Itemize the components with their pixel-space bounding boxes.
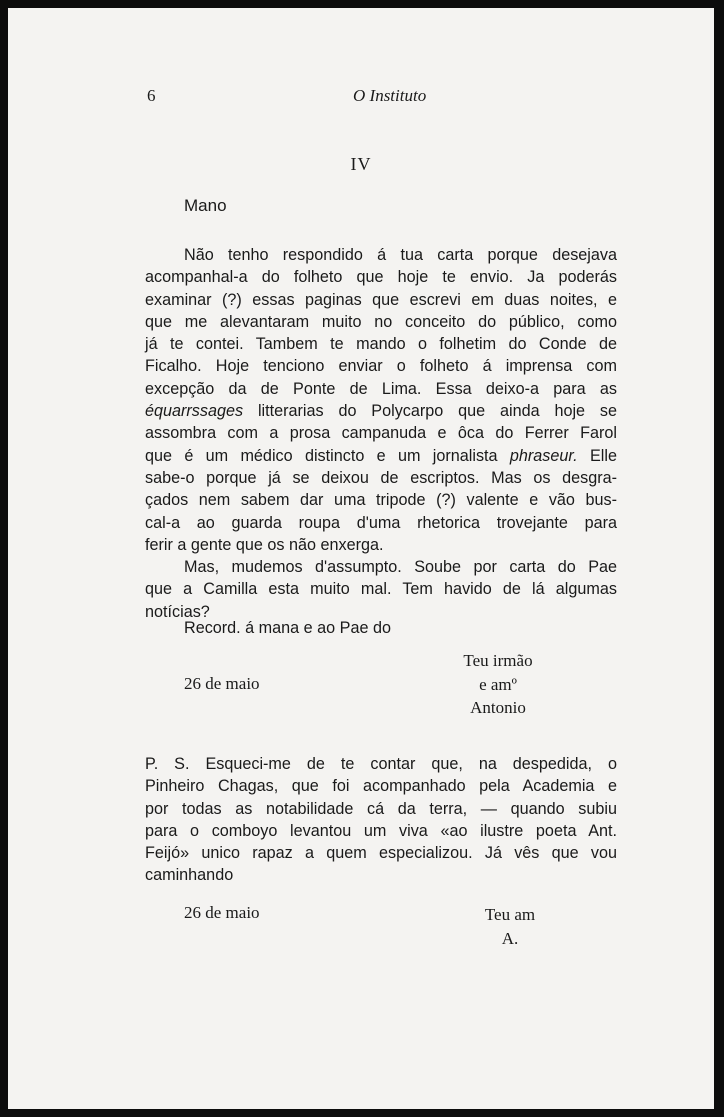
letter-signoff [428, 649, 568, 720]
running-title: O Instituto [353, 86, 427, 105]
body-line: que a Camilla esta muito mal. Tem havido de lá algumas [145, 580, 617, 599]
body-line: acompanhal-a do folheto que hoje te envio. Ja poderás [145, 268, 617, 287]
body-line: examinar (?) essas paginas que escrevi em duas noites, e [145, 290, 617, 309]
page-number: 6 [147, 86, 156, 105]
letter-date: 26 de maio [184, 674, 260, 693]
section-number: IV [350, 154, 372, 174]
postscript-line: Pinheiro Chagas, que foi acompanhado pela Academia e [145, 777, 617, 796]
book-page [8, 8, 714, 1109]
body-line: Não tenho respondido á tua carta porque desejava [184, 246, 617, 264]
postscript-date: 26 de maio [184, 903, 260, 922]
postscript-signoff [460, 903, 560, 950]
postscript-line: para o comboyo levantou um viva «ao ilustre poeta Ant. [145, 821, 617, 840]
body-line [145, 445, 617, 467]
body-line: Ficalho. Hoje tenciono enviar o folheto á imprensa com [145, 357, 617, 376]
body-line: assombra com a prosa campanuda e ôca do Ferrer Farol [145, 424, 617, 443]
postscript-line: Feijó» unico rapaz a quem especializou. Já vês que vou [145, 844, 617, 863]
postscript-line: P. S. Esqueci-me de te contar que, na despedida, o [145, 755, 617, 773]
postscript-line: caminhando [145, 866, 234, 885]
body-line-text: litterarias do Polycarpo que ainda hoje se [243, 402, 617, 421]
italic-term: équarrssages [145, 402, 244, 421]
letter-body [145, 244, 617, 623]
body-line: excepção da de Ponte de Lima. Essa deixo-a para as [145, 379, 617, 398]
signoff-line: e amº [479, 674, 517, 694]
letter-closing-line: Record. á mana e ao Pae do [184, 619, 391, 637]
postscript-line: por todas as notabilidade cá da terra, — quando subiu [145, 799, 617, 818]
body-line [145, 400, 617, 422]
body-line: ferir a gente que os não enxerga. [145, 535, 384, 554]
body-line: que me alevantaram muito no conceito do público, como [145, 312, 617, 331]
body-line: sabe-o porque já se deixou de escriptos. Mas os desgra- [145, 468, 617, 487]
signoff-line: Teu irmão [463, 651, 533, 670]
body-line-text: que é um médico distincto e um jornalista [145, 446, 510, 465]
body-line: cal-a ao guarda roupa d'uma rhetorica trovejante para [145, 513, 617, 532]
signoff-line: A. [501, 928, 519, 948]
signoff-line: Teu am [484, 905, 536, 924]
postscript [145, 753, 617, 887]
letter-salutation: Mano [184, 196, 227, 215]
body-line: notícias? [145, 602, 210, 621]
body-line: çados nem sabem dar uma tripode (?) valente e vão bus- [145, 491, 617, 510]
body-line: Mas, mudemos d'assumpto. Soube por carta do Pae [184, 558, 617, 577]
signoff-line: Antonio [470, 698, 526, 717]
italic-term: phraseur. [509, 446, 578, 465]
body-line: já te contei. Tambem te mando o folhetim do Conde de [145, 335, 617, 354]
body-line-text: Elle [577, 446, 617, 465]
